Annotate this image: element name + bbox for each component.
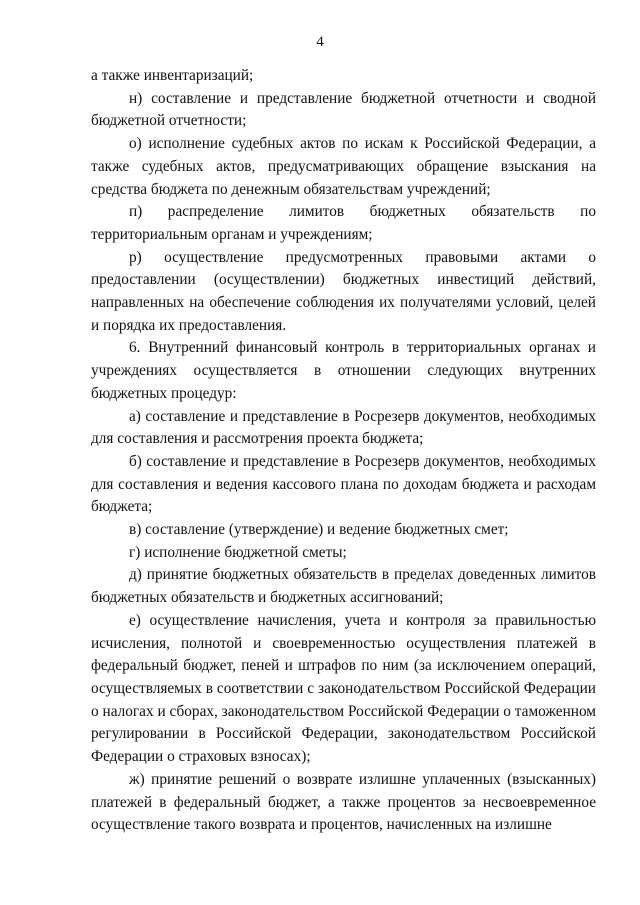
paragraph-item-p: п) распределение лимитов бюджетных обязательств по территориальным органам и учреждениям; (91, 203, 596, 243)
paragraph-section-6: 6. Внутренний финансовый контроль в территориальных органах и учреждениях осуществляется в отношении следующих внутренних бюджетных процедур: (91, 339, 596, 402)
page-number: 4 (316, 34, 324, 50)
paragraph-item-e: е) осуществление начисления, учета и контроля за правильностью исчисления, полнотой и своевременностью осуществления платежей в федеральный бюджет, пеней и штрафов по ним (за исключением операций, осуществляемых в соответствии с законодательством Российской Федерации о налогах и сборах, законодательством Российской Федерации о таможенном регулировании в Российской Федерации, законодательством Российской Федерации о страховых взносах); (91, 611, 596, 766)
paragraph-item-o: о) исполнение судебных актов по искам к Российской Федерации, а также судебных актов, предусматривающих обращение взыскания на средства бюджета по денежным обязательствам учреждений; (91, 135, 596, 198)
paragraph-continuation: а также инвентаризаций; (91, 67, 254, 84)
paragraph-item-r: р) осуществление предусмотренных правовыми актами о предоставлении (осуществлении) бюджетных инвестиций действий, направленных на обеспечение соблюдения их получателями условий, целей и порядка их предоставления. (91, 248, 596, 334)
paragraph-item-v: в) составление (утверждение) и ведение бюджетных смет; (129, 521, 509, 539)
paragraph-item-g: г) исполнение бюджетной сметы; (129, 543, 347, 561)
paragraph-item-d: д) принятие бюджетных обязательств в пределах доведенных лимитов бюджетных обязательств и бюджетных ассигнований; (91, 566, 596, 607)
paragraph-item-zh: ж) принятие решений о возврате излишне уплаченных (взысканных) платежей в федеральный бюджет, а также процентов за несвоевременное осуществление такого возврата и процентов, начисленных на излишне (91, 770, 596, 834)
paragraph-item-b: б) составление и представление в Росрезерв документов, необходимых для составления и ведения кассового плана по доходам бюджета и расходам бюджета; (91, 452, 596, 516)
document-body (91, 65, 596, 837)
paragraph-item-a: а) составление и представление в Росрезерв документов, необходимых для составления и рассмотрения проекта бюджета; (91, 407, 596, 448)
paragraph-item-n: н) составление и представление бюджетной отчетности и сводной бюджетной отчетности; (91, 89, 596, 130)
